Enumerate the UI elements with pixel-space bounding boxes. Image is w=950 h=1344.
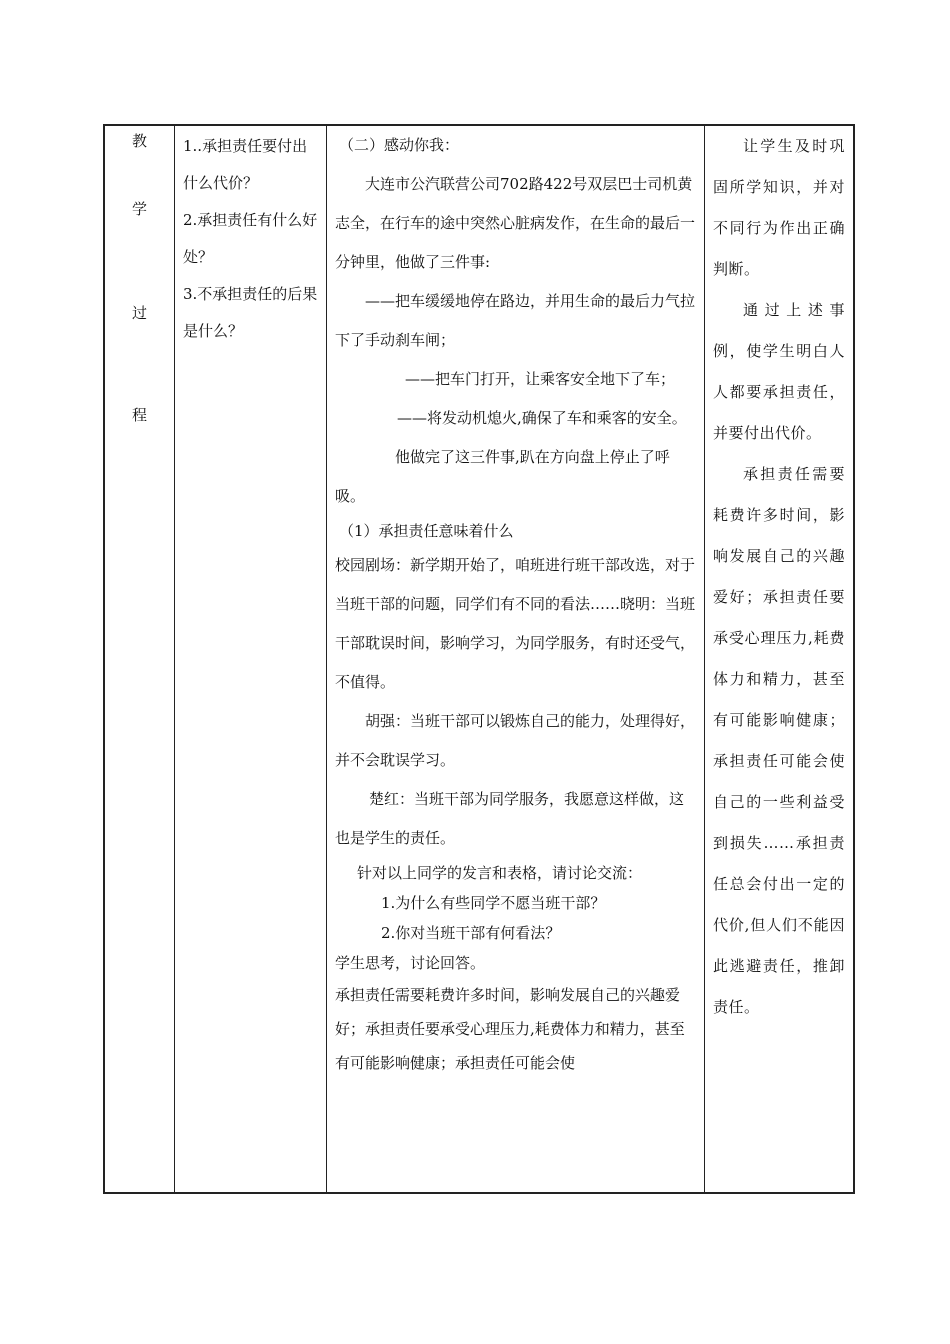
story-act: ——把车缓缓地停在路边，并用生命的最后力气拉下了手动刹车闸；: [335, 292, 696, 349]
question-item: 2.承担责任有什么好处？: [183, 211, 318, 266]
lesson-plan-table: [103, 124, 855, 1194]
discussion-prompt: 针对以上同学的发言和表格，请讨论交流：: [357, 864, 643, 882]
stage-char: 教: [131, 132, 147, 150]
question-item: 3.不承担责任的后果是什么？: [183, 285, 318, 340]
answer-hint: 学生思考，讨论回答。: [335, 954, 486, 972]
discussion-question: 1.为什么有些同学不愿当班干部？: [381, 894, 606, 912]
student-view: 胡强：当班干部可以锻炼自己的能力，处理得好，并不会耽误学习。: [335, 712, 696, 769]
design-note: 通过上述事例，使学生明白人人都要承担责任，并要付出代价。: [713, 301, 845, 442]
section-heading: （二）感动你我：: [339, 136, 460, 154]
table-row: [104, 125, 854, 1193]
questions-column: [175, 125, 327, 1193]
stage-column: [104, 125, 175, 1193]
design-note: 让学生及时巩固所学知识，并对不同行为作出正确判断。: [713, 137, 845, 278]
stage-char: 学: [131, 200, 147, 218]
story-intro: 大连市公汽联营公司702路422号双层巴士司机黄志全，在行车的途中突然心脏病发作，在生命的最后一分钟里，他做了三件事:: [335, 175, 696, 271]
campus-scene: 校园剧场：新学期开始了，咱班进行班干部改选，对于当班干部的问题，同学们有不同的看法……晓明：当班干部耽误时间，影响学习，为同学服务，有时还受气，不值得。: [335, 556, 696, 691]
stage-char: 过: [131, 304, 147, 322]
sub-heading: （1）承担责任意味着什么: [339, 522, 514, 540]
student-view: 楚红：当班干部为同学服务，我愿意这样做，这也是学生的责任。: [335, 790, 685, 847]
design-note: 承担责任需要耗费许多时间，影响发展自己的兴趣爱好；承担责任要承受心理压力,耗费体力和精力，甚至有可能影响健康；承担责任可能会使自己的一些利益受到损失……承担责任总会付出一定的代价,但人们不能因此逃避责任，推卸责任。: [713, 465, 845, 1016]
story-act: ——把车门打开，让乘客安全地下了车；: [405, 370, 676, 388]
design-notes-column: [705, 125, 855, 1193]
question-item: 1..承担责任要付出什么代价？: [183, 137, 308, 192]
story-act: ——将发动机熄火,确保了车和乘客的安全。: [397, 409, 687, 427]
story-end: 他做完了这三件事,趴在方向盘上停止了呼吸。: [335, 448, 670, 505]
content-column: [327, 125, 705, 1193]
stage-char: 程: [131, 406, 147, 424]
discussion-question: 2.你对当班干部有何看法？: [381, 924, 561, 942]
summary-text: 承担责任需要耗费许多时间，影响发展自己的兴趣爱好；承担责任要承受心理压力,耗费体力和精力，甚至有可能影响健康；承担责任可能会使: [335, 986, 685, 1072]
